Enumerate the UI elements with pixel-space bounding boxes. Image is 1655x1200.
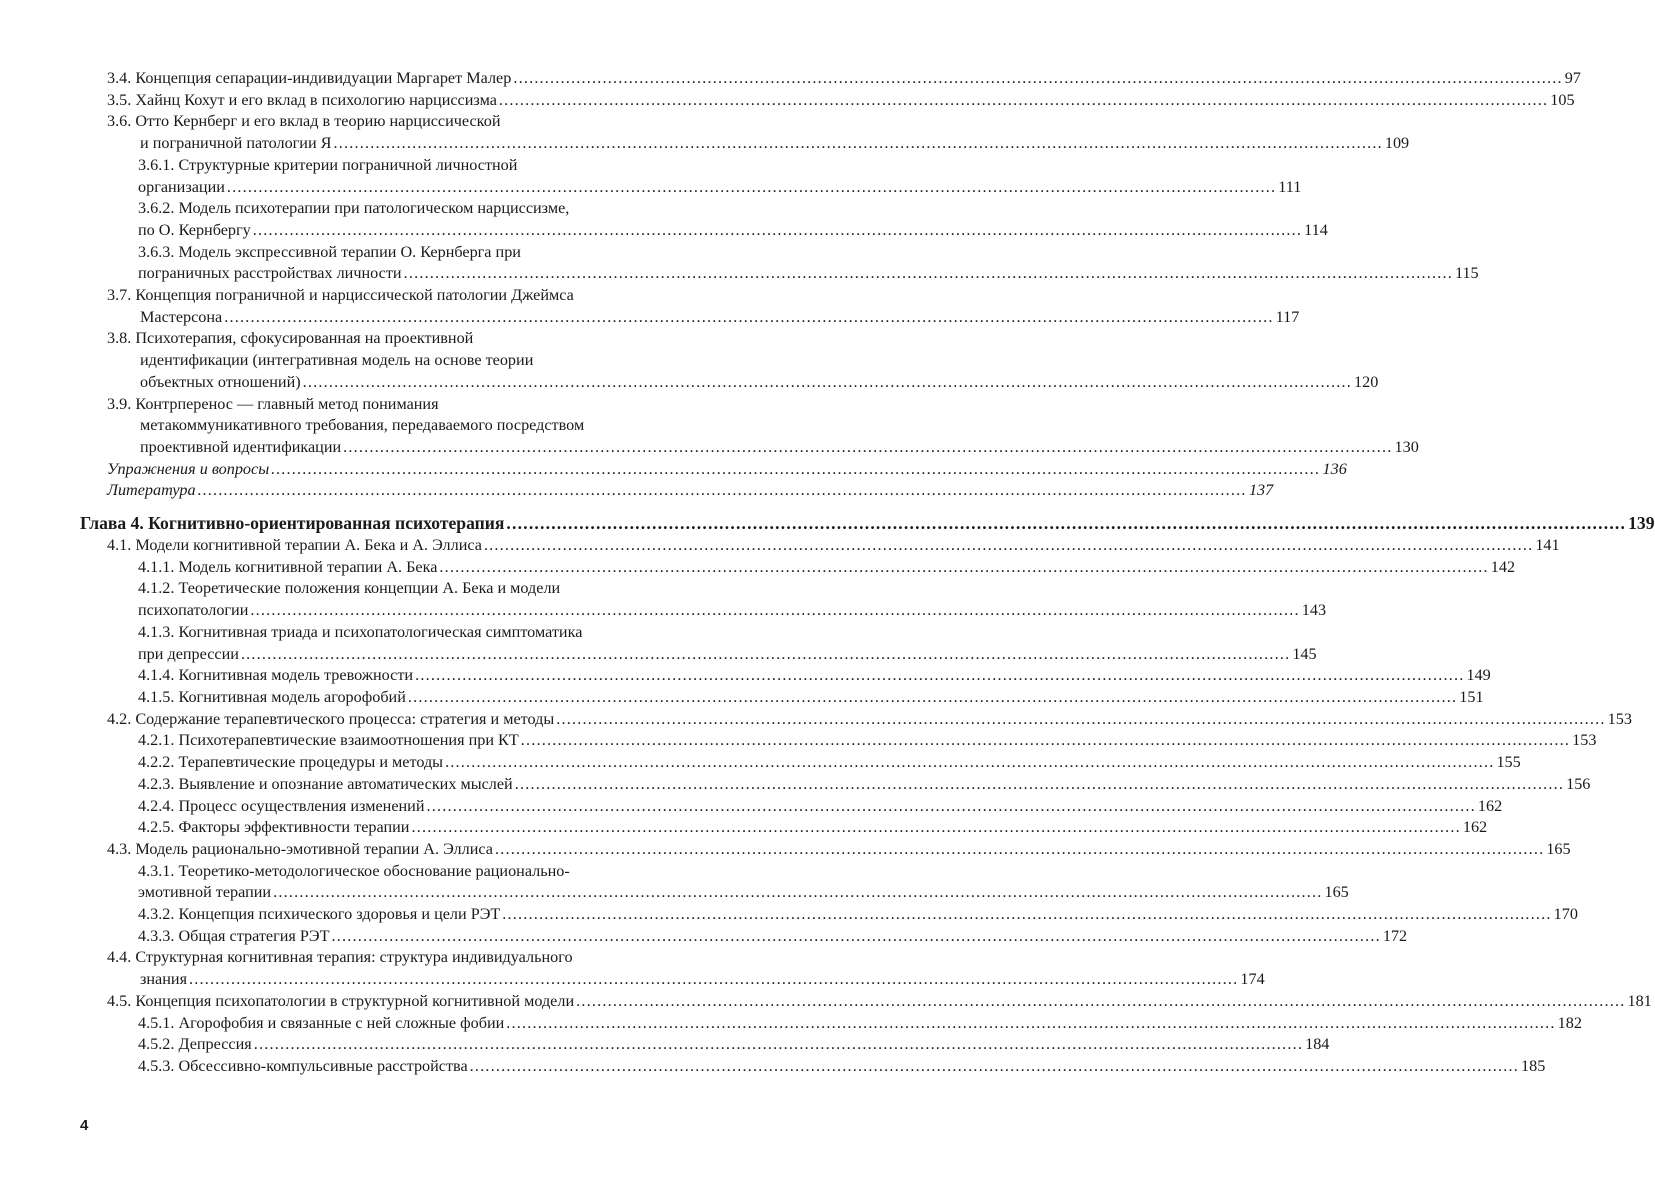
- toc-leader-dots: ........................................................................................................................................................................................................: [556, 709, 1606, 728]
- toc-leader-dots: ........................................................................................................................................................................................................: [273, 883, 1323, 902]
- toc-entry-title: 3.6. Отто Кернберг и его вклад в теорию нарциссической: [107, 112, 501, 131]
- toc-entry: [138, 1034, 1330, 1056]
- toc-page-number: 114: [1304, 220, 1328, 239]
- toc-leader-dots: ........................................................................................................................................................................................................: [411, 818, 1461, 837]
- toc-entry-title: 4.3.2. Концепция психического здоровья и цели РЭТ: [138, 905, 501, 924]
- toc-entry-title: 4.3. Модель рационально-эмотивной терапии А. Эллиса: [107, 839, 493, 858]
- toc-entry: [107, 991, 1652, 1013]
- toc-leader-dots: ........................................................................................................................................................................................................: [271, 459, 1321, 478]
- toc-leader-dots: ........................................................................................................................................................................................................: [576, 991, 1626, 1010]
- toc-entry: [107, 68, 1581, 90]
- toc-entry-title: 3.6.2. Модель психотерапии при патологическом нарциссизме,: [138, 199, 570, 218]
- toc-entry-title: 3.4. Концепция сепарации-индивидуации Маргарет Малер: [107, 69, 512, 87]
- toc-entry-title: 4.2.2. Терапевтические процедуры и методы: [138, 753, 444, 772]
- toc-entry: [138, 904, 1578, 926]
- toc-entry: [107, 111, 1410, 154]
- toc-leader-dots: ........................................................................................................................................................................................................: [445, 753, 1495, 772]
- toc-entry: [138, 774, 1591, 796]
- toc-leader-dots: ........................................................................................................................................................................................................: [483, 536, 1534, 555]
- toc-page-number: 172: [1382, 926, 1408, 945]
- toc-entry-title: Литература: [107, 481, 196, 500]
- toc-entry-title: 4.2. Содержание терапевтического процесса: стратегия и методы: [107, 709, 555, 728]
- toc-leader-dots: ........................................................................................................................................................................................................: [407, 687, 1458, 706]
- toc-page-number: 170: [1553, 905, 1578, 924]
- toc-page-number: 111: [1278, 177, 1302, 196]
- toc-entry-title: по О. Кернбергу: [138, 220, 251, 239]
- toc-entry: [138, 557, 1516, 579]
- toc-entry: [138, 578, 1327, 621]
- toc-page-number: 120: [1354, 372, 1379, 391]
- toc-leader-dots: ........................................................................................................................................................................................................: [302, 372, 1353, 391]
- toc-leader-dots: ........................................................................................................................................................................................................: [253, 1035, 1304, 1054]
- toc-page-number: 130: [1394, 437, 1419, 456]
- toc-entry: [138, 198, 1328, 241]
- toc-leader-dots: ........................................................................................................................................................................................................: [513, 69, 1563, 87]
- toc-entry: [138, 926, 1408, 948]
- toc-entry-title: 4.5.2. Депрессия: [138, 1035, 252, 1054]
- toc-chapter-entry: [80, 511, 1655, 535]
- toc-page-number: 141: [1535, 536, 1560, 555]
- toc-entry-title: 4.2.4. Процесс осуществления изменений: [138, 796, 425, 815]
- toc-leader-dots: ........................................................................................................................................................................................................: [426, 796, 1476, 815]
- toc-entry: [107, 947, 1265, 990]
- toc-leader-dots: ........................................................................................................................................................................................................: [498, 90, 1549, 109]
- toc-page-number: 139: [1628, 513, 1655, 534]
- toc-entry-title: 4.5.3. Обсессивно-компульсивные расстройства: [138, 1056, 468, 1075]
- toc-page-number: 165: [1324, 883, 1349, 902]
- toc-entry-title: 4.5.1. Агорофобия и связанные с ней сложные фобии: [138, 1013, 505, 1032]
- toc-page-number: 153: [1572, 731, 1597, 750]
- toc-entry-title: Глава 4. Когнитивно-ориентированная психотерапия: [80, 513, 505, 534]
- toc-page-number: 117: [1275, 307, 1300, 326]
- toc-leader-dots: ........................................................................................................................................................................................................: [250, 601, 1300, 620]
- toc-leader-dots: ........................................................................................................................................................................................................: [494, 839, 1545, 858]
- toc-entry-title: идентификации (интегративная модель на основе теории: [140, 351, 534, 370]
- toc-entry: [107, 285, 1300, 328]
- toc-entry-title: проективной идентификации: [140, 437, 342, 456]
- toc-leader-dots: ........................................................................................................................................................................................................: [343, 437, 1393, 456]
- toc-leader-dots: ........................................................................................................................................................................................................: [240, 644, 1291, 663]
- toc-entry-title: 3.6.3. Модель экспрессивной терапии О. Кернберга при: [138, 242, 521, 261]
- toc-page-number: 185: [1521, 1056, 1546, 1075]
- toc-leader-dots: ........................................................................................................................................................................................................: [502, 905, 1552, 924]
- toc-page-number: 181: [1627, 991, 1652, 1010]
- page-number: 4: [80, 1117, 89, 1134]
- toc-page-number: 143: [1301, 601, 1327, 620]
- toc-page-number: 97: [1564, 69, 1581, 87]
- toc-page-number: 174: [1240, 970, 1265, 989]
- toc-entry-title: Упражнения и вопросы: [107, 459, 270, 478]
- toc-entry-title: 3.8. Психотерапия, сфокусированная на проективной: [107, 329, 474, 348]
- toc-entry: [138, 687, 1484, 709]
- toc-leader-dots: ........................................................................................................................................................................................................: [226, 177, 1277, 196]
- toc-entry-title: 3.9. Контрперенос — главный метод понимания: [107, 394, 439, 413]
- toc-entry-title: объектных отношений): [140, 372, 301, 391]
- toc-entry-title: психопатологии: [138, 601, 249, 620]
- toc-entry-title: 4.1.5. Когнитивная модель агорофобий: [138, 687, 406, 706]
- toc-leader-dots: ........................................................................................................................................................................................................: [506, 1013, 1556, 1032]
- toc-entry: [138, 861, 1349, 904]
- toc-leader-dots: ........................................................................................................................................................................................................: [506, 513, 1627, 534]
- toc-entry-title: 4.1. Модели когнитивной терапии А. Бека и А. Эллиса: [107, 536, 482, 555]
- toc-entry: [138, 155, 1302, 198]
- toc-entry-title: 4.5. Концепция психопатологии в структурной когнитивной модели: [107, 991, 575, 1010]
- toc-entry-title: при депрессии: [138, 644, 239, 663]
- toc-leader-dots: ........................................................................................................................................................................................................: [197, 481, 1247, 500]
- toc-page-number: 162: [1477, 796, 1503, 815]
- toc-entry: [107, 459, 1347, 481]
- toc-leader-dots: ........................................................................................................................................................................................................: [403, 264, 1453, 283]
- toc-entry: [138, 817, 1488, 839]
- toc-leader-dots: ........................................................................................................................................................................................................: [439, 557, 1489, 576]
- toc-page-number: 156: [1566, 774, 1591, 793]
- toc-entry-title: 4.4. Структурная когнитивная терапия: структура индивидуального: [107, 948, 573, 967]
- toc-page-number: 165: [1546, 839, 1571, 858]
- toc-entry: [138, 622, 1317, 665]
- toc-entry: [107, 90, 1575, 112]
- toc-entry: [107, 480, 1274, 502]
- toc-entry-title: 4.2.1. Психотерапевтические взаимоотношения при КТ: [138, 731, 519, 750]
- toc-entry: [107, 839, 1571, 861]
- toc-entry-title: 4.1.2. Теоретические положения концепции А. Бека и модели: [138, 579, 561, 598]
- toc-entry-title: 4.3.1. Теоретико-методологическое обоснование рационально-: [138, 861, 570, 880]
- toc-entry: [138, 1056, 1546, 1078]
- toc-entry: [138, 1013, 1582, 1035]
- toc-leader-dots: ........................................................................................................................................................................................................: [189, 970, 1239, 989]
- toc-page-number: 137: [1248, 481, 1274, 500]
- toc-leader-dots: ........................................................................................................................................................................................................: [252, 220, 1303, 239]
- toc-entry: [138, 665, 1491, 687]
- toc-entry-title: 4.2.3. Выявление и опознание автоматических мыслей: [138, 774, 513, 793]
- toc-entry-title: 4.2.5. Факторы эффективности терапии: [138, 818, 410, 837]
- toc-page-number: 182: [1557, 1013, 1582, 1032]
- toc-entry: [138, 730, 1597, 752]
- toc-entry: [138, 752, 1521, 774]
- toc-page-number: 115: [1454, 264, 1479, 283]
- toc-leader-dots: ........................................................................................................................................................................................................: [520, 731, 1571, 750]
- toc-entry-title: организации: [138, 177, 225, 196]
- toc-entry-title: 4.3.3. Общая стратегия РЭТ: [138, 926, 330, 945]
- toc-page-number: 109: [1384, 134, 1410, 153]
- toc-page-number: 162: [1462, 818, 1488, 837]
- toc-page-number: 184: [1305, 1035, 1330, 1054]
- toc-entry-title: 4.1.1. Модель когнитивной терапии А. Бека: [138, 557, 438, 576]
- table-of-contents: [0, 68, 1655, 1078]
- toc-leader-dots: ........................................................................................................................................................................................................: [514, 774, 1565, 793]
- toc-leader-dots: ........................................................................................................................................................................................................: [331, 926, 1381, 945]
- toc-entry-title: метакоммуникативного требования, передаваемого посредством: [140, 416, 585, 435]
- toc-entry-title: знания: [140, 970, 188, 989]
- toc-entry: [107, 394, 1419, 459]
- toc-entry-title: 3.6.1. Структурные критерии пограничной личностной: [138, 155, 518, 174]
- toc-entry-title: 3.5. Хайнц Кохут и его вклад в психологию нарциссизма: [107, 90, 497, 109]
- toc-entry-title: 3.7. Концепция пограничной и нарциссической патологии Джеймса: [107, 286, 574, 305]
- toc-entry: [107, 535, 1560, 557]
- toc-entry: [107, 709, 1632, 731]
- toc-page-number: 153: [1607, 709, 1632, 728]
- toc-entry-title: и пограничной патологии Я: [140, 134, 332, 153]
- toc-leader-dots: ........................................................................................................................................................................................................: [415, 666, 1465, 685]
- toc-entry-title: пограничных расстройствах личности: [138, 264, 402, 283]
- toc-leader-dots: ........................................................................................................................................................................................................: [224, 307, 1274, 326]
- toc-entry-title: Мастерсона: [140, 307, 223, 326]
- toc-page-number: 136: [1322, 459, 1347, 478]
- toc-entry-title: 4.1.4. Когнитивная модель тревожности: [138, 666, 414, 685]
- toc-entry: [138, 796, 1503, 818]
- toc-entry: [107, 328, 1379, 393]
- toc-page-number: 145: [1292, 644, 1317, 663]
- toc-page-number: 151: [1459, 687, 1484, 706]
- toc-entry-title: 4.1.3. Когнитивная триада и психопатологическая симптоматика: [138, 622, 583, 641]
- toc-leader-dots: ........................................................................................................................................................................................................: [469, 1056, 1520, 1075]
- toc-page-number: 142: [1490, 557, 1516, 576]
- toc-page-number: 105: [1550, 90, 1575, 109]
- toc-entry-title: эмотивной терапии: [138, 883, 272, 902]
- toc-page-number: 155: [1496, 753, 1521, 772]
- toc-leader-dots: ........................................................................................................................................................................................................: [333, 134, 1383, 153]
- toc-page-number: 149: [1466, 666, 1491, 685]
- toc-entry: [138, 242, 1479, 285]
